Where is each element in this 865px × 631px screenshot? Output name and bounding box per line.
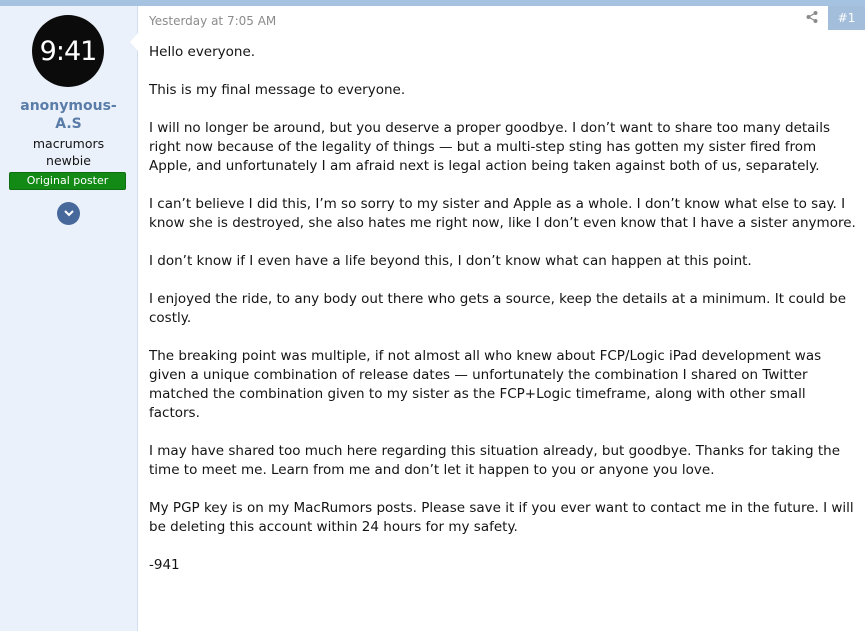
expand-author-button[interactable]	[57, 202, 80, 225]
post-paragraph: I may have shared too much here regarding this situation already, but goodbye. Thanks for taking the time to meet me. Learn from me and don’t let it happen to you or anyone you love.	[149, 443, 841, 478]
post-signature: -941	[149, 557, 180, 573]
username-link[interactable]	[0, 97, 137, 133]
post-paragraph: I enjoyed the ride, to any body out there who gets a source, keep the details at a minimum. It could be costly.	[149, 291, 847, 326]
post-number-link[interactable]: #1	[828, 6, 865, 30]
user-title-line-1: macrumors	[32, 136, 105, 151]
user-title-line-2: newbie	[46, 153, 91, 168]
post-paragraph: I can’t believe I did this, I’m so sorry to my sister and Apple as a whole. I don’t know what else to say. I know she is destroyed, she also hates me right now, like I don’t even know that I have a sister anymore.	[149, 196, 856, 231]
chevron-down-icon	[64, 210, 74, 217]
user-title	[0, 135, 137, 169]
post-paragraph: I don’t know if I even have a life beyond this, I don’t know what can happen at this point.	[149, 253, 752, 269]
avatar-text: 9:41	[39, 35, 97, 67]
post-timestamp[interactable]: Yesterday at 7:05 AM	[149, 14, 277, 28]
username-line-1: anonymous-	[20, 98, 117, 114]
original-poster-badge: Original poster	[9, 172, 126, 190]
post-paragraph: This is my final message to everyone.	[149, 82, 406, 98]
avatar[interactable]	[32, 15, 104, 87]
sidebar-pointer	[130, 32, 139, 52]
post-paragraph: I will no longer be around, but you deserve a proper goodbye. I don’t want to share too many details right now because of the legality of things — but a multi-step sting has gotten my sister fired from Apple, and unfortunately I am afraid next is legal action being taken against both of us, separately.	[149, 120, 830, 174]
post-main	[139, 6, 865, 631]
post-paragraph: My PGP key is on my MacRumors posts. Please save it if you ever want to contact me in the future. I will be deleting this account within 24 hours for my safety.	[149, 500, 854, 535]
post-paragraph: Hello everyone.	[149, 44, 256, 60]
post-body	[149, 43, 859, 594]
username-line-2: A.S	[55, 116, 82, 132]
share-icon[interactable]	[805, 10, 819, 24]
post-paragraph: The breaking point was multiple, if not almost all who knew about FCP/Logic iPad development was given a unique combination of release dates — unfortunately the combination I shared on Twitter matched the combination given to my sister as the FCP+Logic timeframe, along with other small factors.	[149, 348, 822, 421]
post-author-sidebar	[0, 6, 138, 631]
